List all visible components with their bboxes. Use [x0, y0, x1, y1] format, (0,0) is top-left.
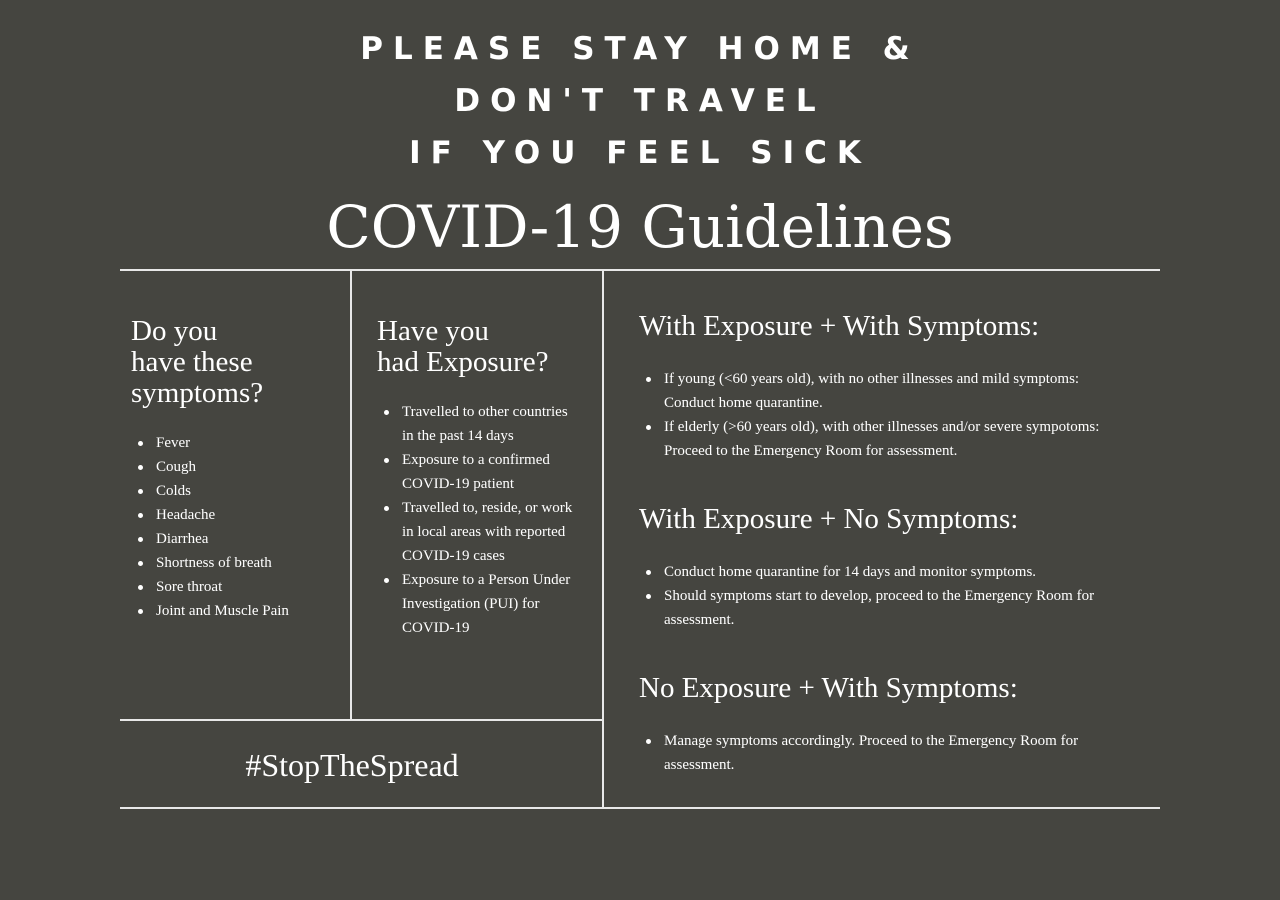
header-line-2: DON'T TRAVEL: [454, 83, 826, 119]
page-title: COVID-19 Guidelines: [326, 193, 954, 261]
list-item: Should symptoms start to develop, proceed to the Emergency Room for assessment.: [643, 584, 1121, 632]
symptoms-heading: [131, 316, 263, 409]
section-heading-no-exposure-symptoms: No Exposure + With Symptoms:: [639, 672, 1018, 704]
table-bottom-divider: [120, 807, 1160, 809]
list-item: Diarrhea: [135, 527, 345, 551]
section-list-exposure-no-symptoms: [643, 560, 1121, 632]
list-item: Conduct home quarantine for 14 days and monitor symptoms.: [643, 560, 1121, 584]
exposure-heading: [377, 316, 549, 378]
symptoms-heading-line-2: have these: [131, 346, 253, 378]
list-item: Sore throat: [135, 575, 345, 599]
list-item: Joint and Muscle Pain: [135, 599, 345, 623]
list-item: Manage symptoms accordingly. Proceed to the Emergency Room for assessment.: [643, 729, 1121, 777]
list-item: Fever: [135, 431, 345, 455]
list-item: If young (<60 years old), with no other illnesses and mild symptoms: Conduct home quarantine.: [643, 367, 1121, 415]
column-divider-1: [350, 270, 352, 720]
symptoms-heading-line-3: symptoms?: [131, 377, 264, 409]
symptoms-heading-line-1: Do you: [131, 315, 218, 347]
hashtag-label: #StopTheSpread: [245, 747, 459, 783]
list-item: Cough: [135, 455, 345, 479]
list-item: Shortness of breath: [135, 551, 345, 575]
exposure-heading-line-2: had Exposure?: [377, 346, 549, 378]
section-heading-exposure-symptoms: With Exposure + With Symptoms:: [639, 310, 1040, 342]
exposure-list: [381, 400, 577, 640]
list-item: Travelled to, reside, or work in local areas with reported COVID-19 cases: [381, 496, 577, 568]
exposure-heading-line-1: Have you: [377, 315, 489, 347]
section-list-no-exposure-symptoms: [643, 729, 1121, 777]
section-heading-exposure-no-symptoms: With Exposure + No Symptoms:: [639, 503, 1019, 535]
table-top-divider: [120, 269, 1160, 271]
column-divider-2: [602, 270, 604, 808]
list-item: If elderly (>60 years old), with other illnesses and/or severe sympotoms: Proceed to the Emergency Room for assessment.: [643, 415, 1121, 463]
list-item: Colds: [135, 479, 345, 503]
header-line-1: PLEASE STAY HOME &: [360, 31, 920, 67]
symptoms-list: [135, 431, 345, 623]
section-list-exposure-symptoms: [643, 367, 1121, 463]
list-item: Exposure to a Person Under Investigation (PUI) for COVID-19: [381, 568, 577, 640]
list-item: Travelled to other countries in the past 14 days: [381, 400, 577, 448]
header-line-3: IF YOU FEEL SICK: [409, 135, 871, 171]
left-panel-divider: [120, 719, 604, 721]
list-item: Exposure to a confirmed COVID-19 patient: [381, 448, 577, 496]
list-item: Headache: [135, 503, 345, 527]
